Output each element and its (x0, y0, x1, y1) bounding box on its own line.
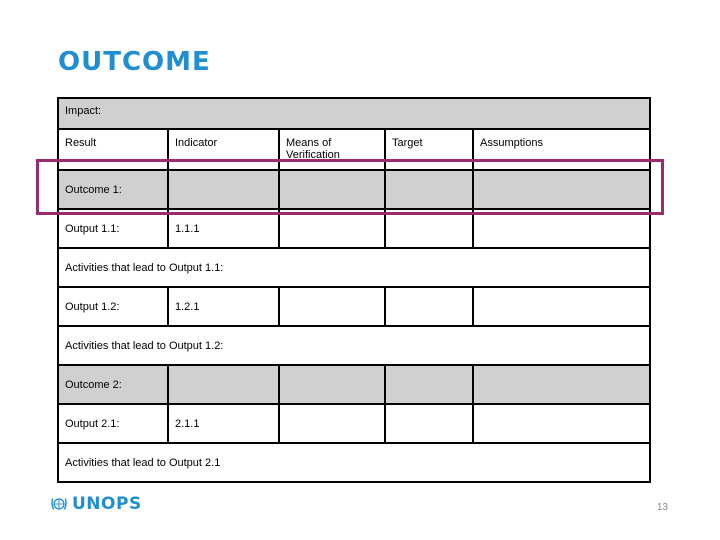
outcome-target-cell (385, 365, 473, 404)
outcome-assumptions-cell (473, 365, 650, 404)
outcome-result-cell: Outcome 2: (58, 365, 168, 404)
output-target-cell (385, 404, 473, 443)
output-result-cell: Output 2.1: (58, 404, 168, 443)
logo-text: UNOPS (72, 494, 142, 514)
output-row (58, 404, 650, 443)
page-title: OUTCOME (58, 47, 211, 77)
logframe-table (57, 97, 651, 483)
header-assumptions: Assumptions (473, 129, 650, 170)
output-assumptions-cell (473, 404, 650, 443)
output-result-cell: Output 1.2: (58, 287, 168, 326)
activities-row (58, 443, 650, 482)
outcome-mov-cell (279, 365, 385, 404)
outcome-indicator-cell (168, 365, 279, 404)
activities-row (58, 248, 650, 287)
page-number: 13 (656, 502, 668, 513)
header-indicator: Indicator (168, 129, 279, 170)
output-target-cell (385, 287, 473, 326)
activities-cell: Activities that lead to Output 2.1 (58, 443, 650, 482)
output-indicator-cell: 1.2.1 (168, 287, 279, 326)
output-result-cell: Output 1.1: (58, 209, 168, 248)
outcome-row (58, 365, 650, 404)
output-mov-cell (279, 287, 385, 326)
output-assumptions-cell (473, 287, 650, 326)
activities-cell: Activities that lead to Output 1.1: (58, 248, 650, 287)
impact-cell: Impact: (58, 98, 650, 129)
header-result: Result (58, 129, 168, 170)
unops-logo (50, 494, 142, 514)
header-target: Target (385, 129, 473, 170)
header-means-of-verification: Means of Verification (279, 129, 385, 170)
outcome-highlight-box (36, 159, 664, 215)
activities-cell: Activities that lead to Output 1.2: (58, 326, 650, 365)
output-indicator-cell: 2.1.1 (168, 404, 279, 443)
activities-row (58, 326, 650, 365)
impact-row (58, 98, 650, 129)
output-indicator-cell: 1.1.1 (168, 209, 279, 248)
output-mov-cell (279, 404, 385, 443)
output-row (58, 287, 650, 326)
un-emblem-icon (50, 495, 68, 513)
outcome-result-cell: Outcome 1: (58, 170, 168, 209)
